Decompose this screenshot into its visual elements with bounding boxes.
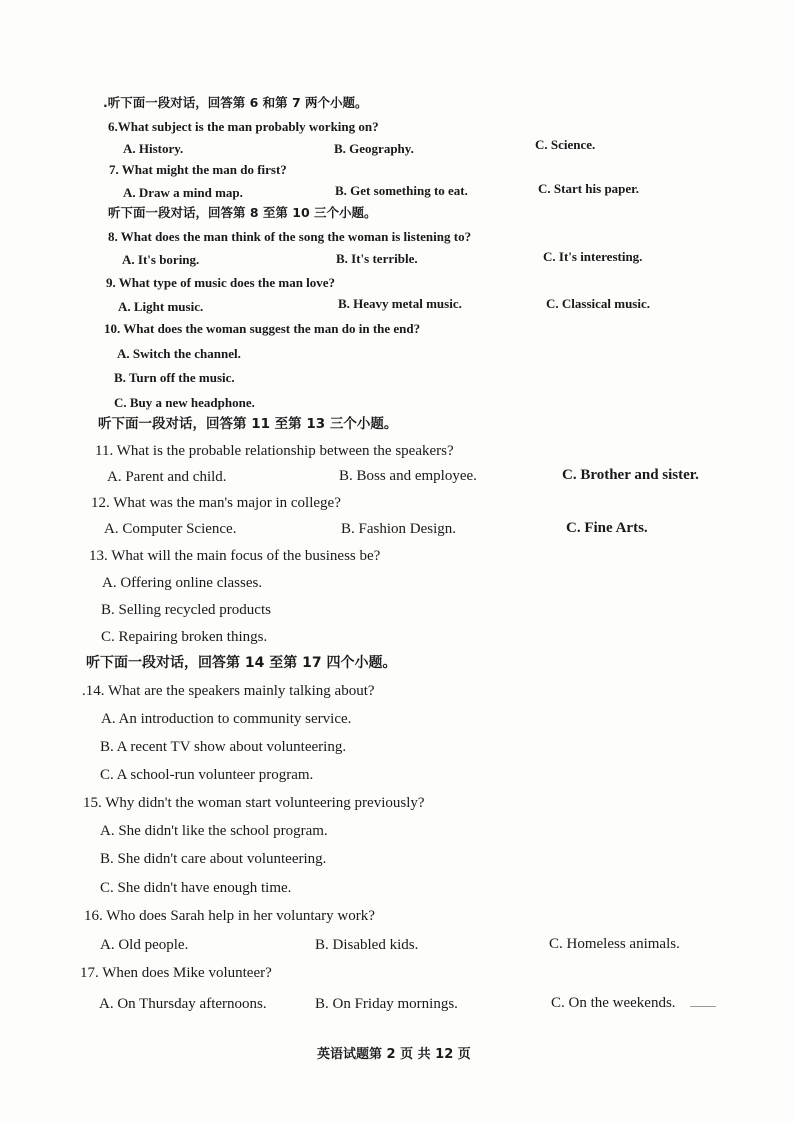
option-15c: C. She didn't have enough time. <box>100 880 292 896</box>
option-11c: C. Brother and sister. <box>562 467 699 483</box>
option-7a: A. Draw a mind map. <box>123 185 243 200</box>
option-6c: C. Science. <box>535 137 596 152</box>
question-9: 9. What type of music does the man love? <box>106 275 336 290</box>
option-15a: A. She didn't like the school program. <box>100 823 328 839</box>
option-11a: A. Parent and child. <box>107 469 227 485</box>
scan-mark <box>690 1006 716 1007</box>
option-9a: A. Light music. <box>118 299 204 314</box>
question-13: 13. What will the main focus of the business be? <box>89 548 381 564</box>
question-10: 10. What does the woman suggest the man do in the end? <box>104 321 421 336</box>
option-8a: A. It's boring. <box>122 252 200 267</box>
option-9b: B. Heavy metal music. <box>338 296 462 311</box>
option-10c: C. Buy a new headphone. <box>114 395 255 410</box>
option-8b: B. It's terrible. <box>336 251 418 266</box>
option-10a: A. Switch the channel. <box>117 346 241 361</box>
question-14: .14. What are the speakers mainly talking about? <box>82 683 375 699</box>
section-instruction-6-7: .听下面一段对话，回答第 6 和第 7 两个小题。 <box>103 95 368 110</box>
option-7b: B. Get something to eat. <box>335 183 468 198</box>
option-16b: B. Disabled kids. <box>315 937 419 953</box>
question-7: 7. What might the man do first? <box>109 162 287 177</box>
option-12b: B. Fashion Design. <box>341 521 457 537</box>
option-17c: C. On the weekends. <box>551 995 676 1011</box>
option-14a: A. An introduction to community service. <box>101 711 352 727</box>
option-17a: A. On Thursday afternoons. <box>99 996 267 1012</box>
page-footer: 英语试题第 2 页 共 12 页 <box>317 1047 471 1062</box>
option-10b: B. Turn off the music. <box>114 370 235 385</box>
option-9c: C. Classical music. <box>546 296 650 311</box>
option-7c: C. Start his paper. <box>538 181 640 196</box>
section-instruction-14-17: 听下面一段对话，回答第 14 至第 17 四个小题。 <box>86 655 397 671</box>
option-12a: A. Computer Science. <box>104 521 237 537</box>
question-17: 17. When does Mike volunteer? <box>80 965 272 981</box>
question-16: 16. Who does Sarah help in her voluntary work? <box>84 908 375 924</box>
question-15: 15. Why didn't the woman start volunteering previously? <box>83 795 425 811</box>
option-8c: C. It's interesting. <box>543 249 643 264</box>
option-6a: A. History. <box>123 141 184 156</box>
option-17b: B. On Friday mornings. <box>315 996 458 1012</box>
option-15b: B. She didn't care about volunteering. <box>100 851 327 867</box>
section-instruction-8-10: 听下面一段对话，回答第 8 至第 10 三个小题。 <box>108 205 377 220</box>
option-13b: B. Selling recycled products <box>101 602 271 618</box>
option-12c: C. Fine Arts. <box>566 520 648 536</box>
question-8: 8. What does the man think of the song the woman is listening to? <box>108 229 472 244</box>
question-11: 11. What is the probable relationship between the speakers? <box>95 443 454 459</box>
option-14c: C. A school-run volunteer program. <box>100 767 314 783</box>
question-6: 6.What subject is the man probably working on? <box>108 119 379 134</box>
question-12: 12. What was the man's major in college? <box>91 495 341 511</box>
option-16c: C. Homeless animals. <box>549 936 680 952</box>
option-16a: A. Old people. <box>100 937 189 953</box>
option-14b: B. A recent TV show about volunteering. <box>100 739 347 755</box>
section-instruction-11-13: 听下面一段对话，回答第 11 至第 13 三个小题。 <box>98 416 398 432</box>
option-6b: B. Geography. <box>334 141 414 156</box>
option-13a: A. Offering online classes. <box>102 575 263 591</box>
option-11b: B. Boss and employee. <box>339 468 477 484</box>
option-13c: C. Repairing broken things. <box>101 629 268 645</box>
